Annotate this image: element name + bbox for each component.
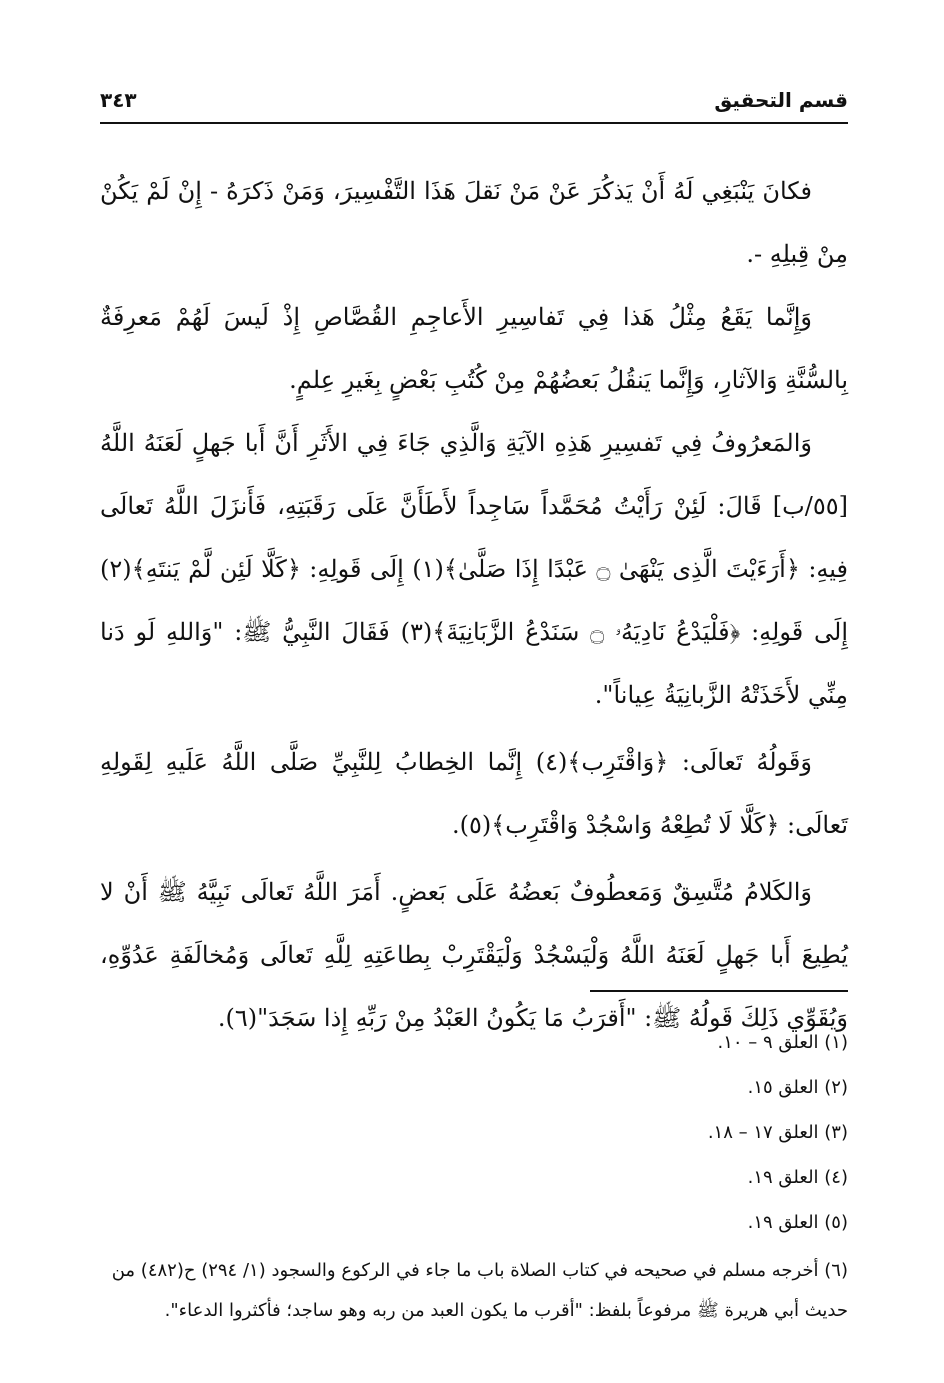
footnote: (٦) أخرجه مسلم في صحيحه في كتاب الصلاة باب ما جاء في الركوع والسجود (١/ ٢٩٤) ح(٤٨٢) من حديث أبي هريرة ﷺ مرفوعاً بلفظ: "أقرب ما يكون العبد من ربه وهو ساجد؛ فأكثروا الدعاء".: [111, 1260, 848, 1321]
paragraph: وَقَولُهُ تَعالَى: ﴿وَاقْتَرِب﴾(٤) إِنَّما الخِطابُ لِلنَّبِيِّ صَلَّى اللَّهُ عَلَيهِ لِقَولِهِ تَعالَى: ﴿كَلَّا لَا تُطِعْهُ وَاسْجُدْ وَاقْتَرِب﴾(٥).: [100, 748, 848, 839]
paragraph: وَالكَلامُ مُتَّسِقٌ وَمَعطُوفٌ بَعضُهُ عَلَى بَعضٍ. أَمَرَ اللَّهُ تَعالَى نَبِيَّهُ ﷺ أَنْ لا يُطِيعَ أَبا جَهلٍ لَعَنَهُ اللَّهُ وَلْيَسْجُدْ وَلْيَقْتَرِبْ بِطاعَتِهِ لِلَّهِ تَعالَى وَمُخالَفَةِ عَدُوِّهِ، وَيُقَوِّي ذَلِكَ قَولُهُ ﷺ: "أَقرَبُ مَا يَكُونُ العَبْدُ مِنْ رَبِّهِ إِذا سَجَدَ"(٦).: [100, 878, 848, 1032]
paragraph: وَالمَعرُوفُ فِي تَفسِيرِ هَذِهِ الآيَةِ وَالَّذِي جَاءَ فِي الأَثَرِ أَنَّ أَبا جَهلٍ لَعَنَهُ اللَّهُ [٥٥/ب] قَالَ: لَئِنْ رَأَيْتُ مُحَمَّداً سَاجِداً لأَطَأَنَّ عَلَى رَقَبَتِهِ، فَأَنزَلَ اللَّهُ تَعالَى فِيهِ: ﴿أَرَءَيْتَ الَّذِى يَنْهَىٰ ۝ عَبْدًا إِذَا صَلَّىٰ﴾(١) إِلَى قَولِهِ: ﴿كَلَّا لَئِن لَّمْ يَنتَهِ﴾(٢) إِلَى قَولِهِ: ﴿فَلْيَدْعُ نَادِيَهُۥ ۝ سَنَدْعُ الزَّبَانِيَةَ﴾(٣) فَقَالَ النَّبِيُّ ﷺ: "وَاللهِ لَو دَنا مِنِّي لأَخَذَتْهُ الزَّبانِيَةُ عِياناً".: [100, 429, 849, 709]
footnote: (٤) العلق ١٩.: [747, 1167, 848, 1188]
footnote-separator: [590, 990, 848, 992]
main-text: [100, 160, 848, 1050]
section-title: قسم التحقيق: [714, 88, 848, 112]
footnote: (٣) العلق ١٧ – ١٨.: [707, 1122, 848, 1143]
footnotes: [100, 1020, 848, 1331]
footnote: (١) العلق ٩ – ١٠.: [717, 1032, 848, 1053]
running-header: [100, 84, 848, 124]
paragraph: وَإِنَّما يَقَعُ مِثْلُ هَذا فِي تَفاسِيرِ الأَعاجِمِ القُصَّاصِ إِذْ لَيسَ لَهُمْ مَعرِفَةٌ بِالسُّنَّةِ وَالآثارِ، وَإِنَّما يَنقُلُ بَعضُهُمْ مِنْ كُتُبِ بَعْضٍ بِغَيرِ عِلمٍ.: [100, 303, 848, 394]
footnote: (٢) العلق ١٥.: [747, 1077, 848, 1098]
page-number: ٣٤٣: [100, 88, 137, 112]
header-rule: [100, 122, 848, 124]
paragraph: فكانَ يَنْبَغِي لَهُ أَنْ يَذكُرَ عَنْ مَنْ نَقلَ هَذَا التَّفْسِيرَ، وَمَنْ ذَكرَهُ - إِنْ لَمْ يَكُنْ مِنْ قِبلِهِ -.: [100, 177, 848, 268]
footnote: (٥) العلق ١٩.: [747, 1212, 848, 1233]
